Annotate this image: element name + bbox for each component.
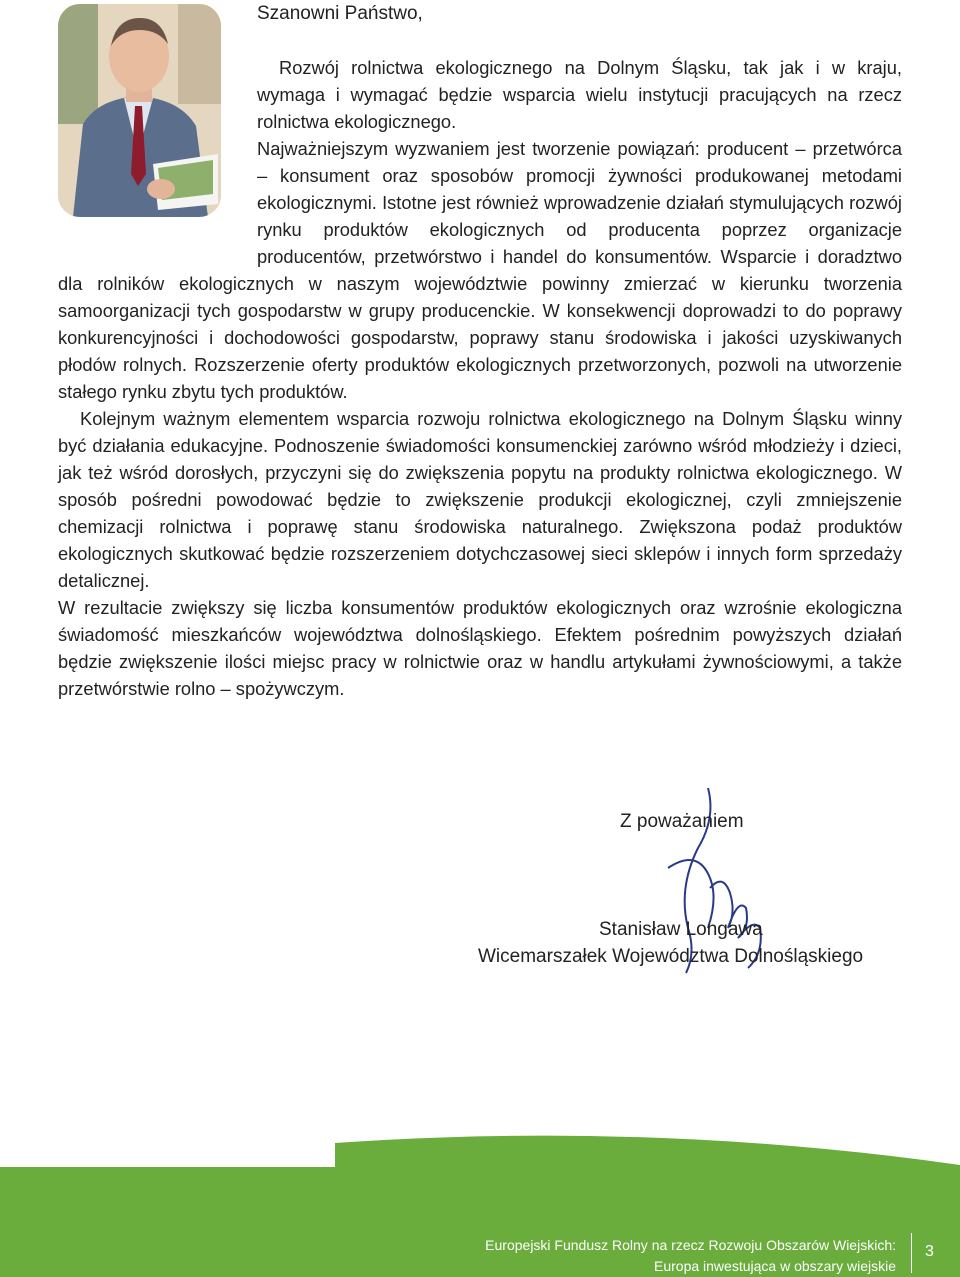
letter-paragraph-4: W rezultacie zwiększy się liczba konsumentów produktów ekologicznych oraz wzrośnie ekologiczna świadomość mieszkańców województwa dolnośląskiego. Efektem pośrednim powyższych działań będzie zwiększenie ilości miejsc pracy w rolnictwie oraz w handlu artykułami żywnościowymi, a także przetwórstwie rolno – spożywczym. <box>58 597 902 699</box>
footer-line-2: Europa inwestująca w obszary wiejskie <box>654 1258 896 1274</box>
page-number: 3 <box>925 1243 934 1260</box>
footer-line-1: Europejski Fundusz Rolny na rzecz Rozwoju Obszarów Wiejskich: <box>485 1237 896 1253</box>
closing-phrase: Z poważaniem <box>620 811 744 832</box>
signer-name: Stanisław Longawa <box>599 919 763 940</box>
photo-wrap-spacer <box>58 54 257 244</box>
letter-paragraph-2: Najważniejszym wyzwaniem jest tworzenie powiązań: producent – przetwórca – konsument oraz sposobów promocji żywności produkowanej metodami ekologicznymi. Istotne jest również wprowadzenie działań stymulujących rozwój rynku produktów ekologicznych od producenta poprzez organizacje producentów, przetwórstwo i handel do konsumentów. Wsparcie i doradztwo dla rolników ekologicznych w naszym województwie powinny zmierzać w kierunku tworzenia samoorganizacji tych gospodarstw w grupy producenckie. W konsekwencji doprowadzi to do poprawy konkurencyjności i dochodowości gospodarstw, poprawy stanu środowiska i jakości uzyskiwanych płodów rolnych. Rozszerzenie oferty produktów ekologicznych przetworzonych, pozwoli na utworzenie stałego rynku zbytu tych produktów. <box>58 138 902 402</box>
letter-body <box>58 54 902 702</box>
signature-block <box>478 808 908 988</box>
footer-divider <box>911 1233 912 1273</box>
signer-title: Wicemarszałek Województwa Dolnośląskiego <box>478 946 864 967</box>
letter-paragraph-3: Kolejnym ważnym elementem wsparcia rozwoju rolnictwa ekologicznego na Dolnym Śląsku winny być działania edukacyjne. Podnoszenie świadomości konsumenckiej zarówno wśród młodzieży i dzieci, jak też wśród dorosłych, przyczyni się do zwiększenia popytu na produkty rolnictwa ekologicznego. W sposób pośredni powodować będzie to zwiększenie produkcji ekologicznej, czyli zmniejszenie chemizacji rolnictwa i poprawę stanu środowiska naturalnego. Zwiększona podaż produktów ekologicznych skutkować będzie rozszerzeniem dotychczasowej sieci sklepów i innych form sprzedaży detalicznej. <box>58 408 902 591</box>
letter-paragraph-1: Rozwój rolnictwa ekologicznego na Dolnym Śląsku, tak jak i w kraju, wymaga i wymagać będzie wsparcia wielu instytucji pracujących na rzecz rolnictwa ekologicznego. <box>257 57 902 132</box>
footer-program-text <box>485 1235 896 1277</box>
salutation: Szanowni Państwo, <box>257 3 423 24</box>
